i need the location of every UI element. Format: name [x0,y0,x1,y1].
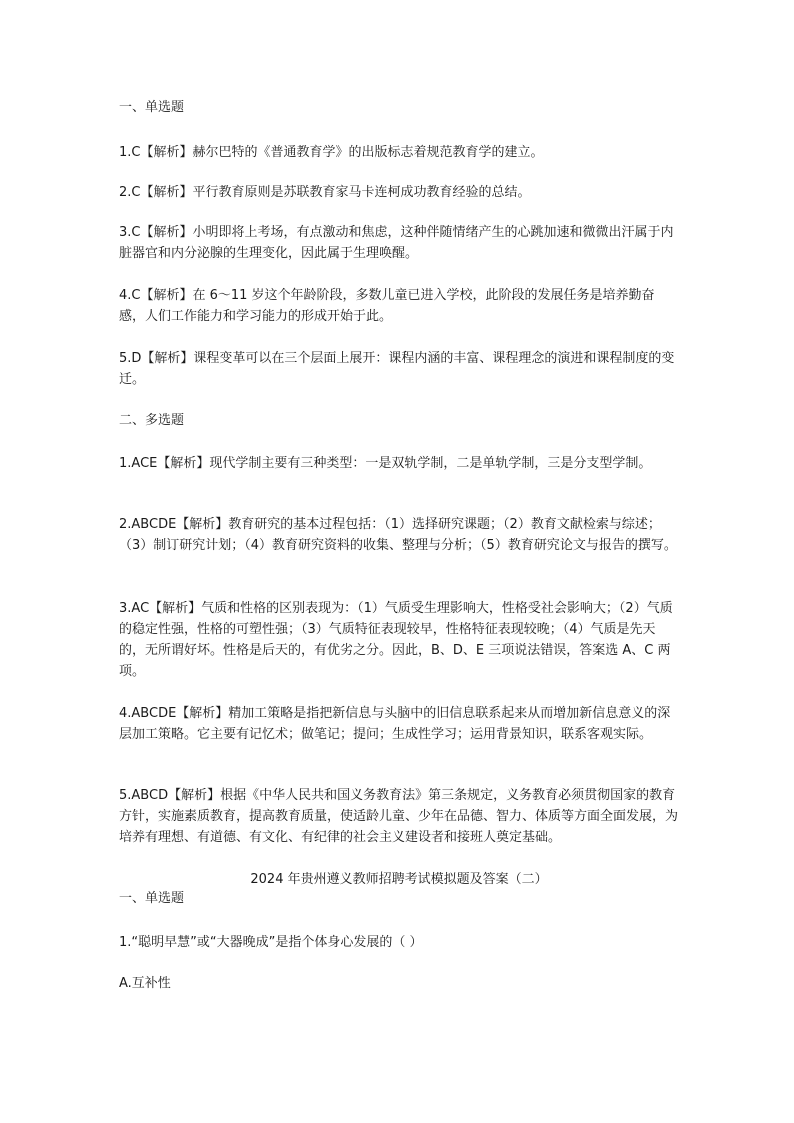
answer-item-3: 3.C【解析】小明即将上考场，有点激动和焦虑，这种伴随情绪产生的心跳加速和微微出汗属于内脏器官和内分泌腺的生理变化，因此属于生理唤醒。 [119,225,674,261]
multi-answer-item-2: 2.ABCDE【解析】教育研究的基本过程包括：（1）选择研究课题；（2）教育文献检索与综述；（3）制订研究计划；（4）教育研究资料的收集、整理与分析；（5）教育研究论文与报告的撰写。 [119,517,677,553]
question-1-option-a: A.互补性 [119,976,171,991]
section-heading-single-choice-2: 一、单选题 [119,891,185,906]
answer-item-4: 4.C【解析】在 6～11 岁这个年龄阶段，多数儿童已进入学校，此阶段的发展任务是培养勤奋感，人们工作能力和学习能力的形成开始于此。 [119,288,655,324]
section-heading-single-choice: 一、单选题 [119,100,185,115]
next-exam-title: 2024 年贵州遵义教师招聘考试模拟题及答案（二） [250,872,548,887]
answer-item-2: 2.C【解析】平行教育原则是苏联教育家马卡连柯成功教育经验的总结。 [119,185,531,200]
multi-answer-item-5: 5.ABCD【解析】根据《中华人民共和国义务教育法》第三条规定，义务教育必须贯彻国家的教育方针，实施素质教育，提高教育质量，使适龄儿童、少年在品德、智力、体质等方面全面发展，为培养有理想、有道德、有文化、有纪律的社会主义建设者和接班人奠定基础。 [119,788,679,845]
multi-answer-item-3: 3.AC【解析】气质和性格的区别表现为：（1）气质受生理影响大，性格受社会影响大；（2）气质的稳定性强，性格的可塑性强；（3）气质特征表现较早，性格特征表现较晚；（4）气质是先天的，无所谓好坏。性格是后天的，有优劣之分。因此，B、D、E 三项说法错误，答案选 A、C 两项。 [119,601,673,679]
question-1: 1.“聪明早慧”或“大器晚成”是指个体身心发展的（ ） [119,935,423,950]
section-heading-multiple-choice: 二、多选题 [119,413,185,428]
multi-answer-item-4: 4.ABCDE【解析】精加工策略是指把新信息与头脑中的旧信息联系起来从而增加新信息意义的深层加工策略。它主要有记忆术；做笔记；提问；生成性学习；运用背景知识，联系客观实际。 [119,706,671,742]
answer-item-1: 1.C【解析】赫尔巴特的《普通教育学》的出版标志着规范教育学的建立。 [119,145,544,160]
answer-item-5: 5.D【解析】课程变革可以在三个层面上展开：课程内涵的丰富、课程理念的演进和课程制度的变迁。 [119,351,675,387]
multi-answer-item-1: 1.ACE【解析】现代学制主要有三种类型：一是双轨学制，二是单轨学制，三是分支型学制。 [119,456,652,471]
